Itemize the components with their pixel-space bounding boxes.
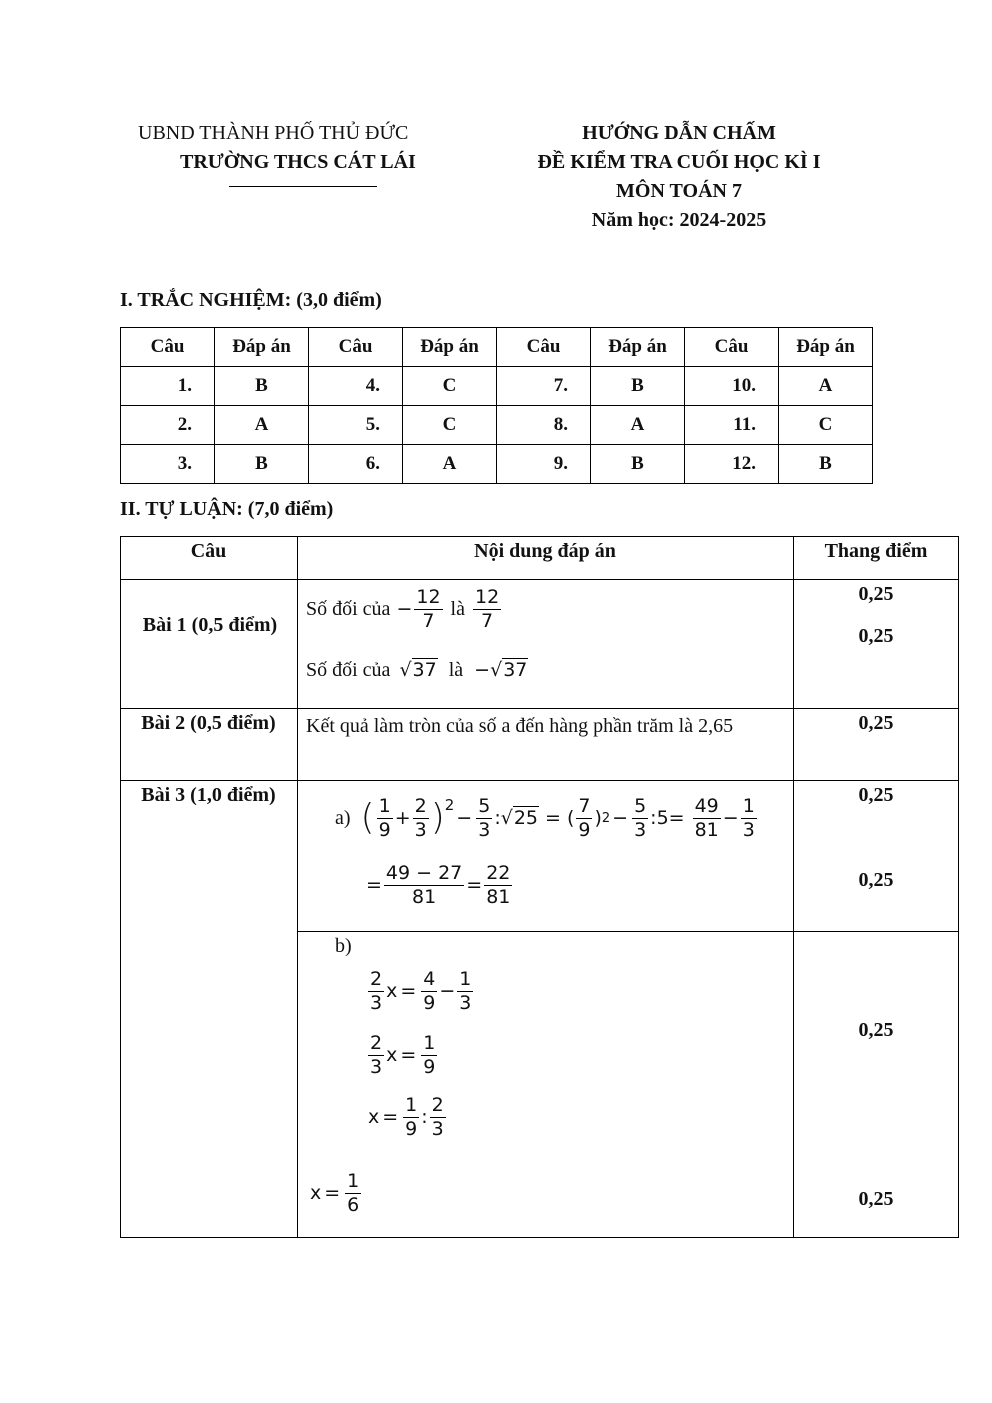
bai3-label: Bài 3 (1,0 điểm) [141,784,276,806]
bai1-line1 [306,583,503,635]
paren-close: ) [430,797,445,838]
bai1-line1-prefix: Số đối của [306,597,391,620]
question-number: 7. [497,367,591,406]
bai2-text: Kết quả làm tròn của số a đến hàng phần trăm là 2,65 [306,715,734,737]
answer-value: B [779,445,873,484]
row-divider [120,780,959,781]
school-name: TRƯỜNG THCS CÁT LÁI [180,151,416,173]
question-number: 4. [309,367,403,406]
col-header-answer: Đáp án [215,328,309,367]
school-year: Năm học: 2024-2025 [591,209,767,231]
col-header-score: Thang điểm [824,540,928,562]
sqrt-expression: √25 [500,807,539,829]
table-row [121,367,873,406]
score-value: 0,25 [858,712,894,734]
score-value: 0,25 [858,784,894,806]
doc-subtitle: ĐỀ KIỂM TRA CUỐI HỌC KÌ I [537,151,821,173]
question-number: 1. [121,367,215,406]
bai1-label: Bài 1 (0,5 điểm) [142,614,278,636]
question-number: 9. [497,445,591,484]
answer-value: C [779,406,873,445]
col-header-question: Câu [190,540,227,562]
fraction: $\frac{49 - 27}{81}$ [385,861,463,908]
fraction-denominator: 7 [422,609,435,632]
fraction-denominator: 7 [481,609,494,632]
table-header-row [121,328,873,367]
score-value: 0,25 [858,1188,894,1210]
bai3a-line1 [335,782,759,854]
score-value: 0,25 [858,869,894,891]
expression-a: ( $\frac{1}{9}$ + $\frac{2}{3}$ ) 2 − $\frac{5}{3}$ : √25 = ( $\frac{7}{9}$ ) 2 − $\frac{5}{3}$ :5= $\frac{49}{81}$ − $\frac{1}{3}$ [360,794,755,841]
bai3b-line3: x = $\frac{1}{9}$ : $\frac{2}{3}$ [368,1093,444,1140]
fraction: $\frac{1}{3}$ [742,794,755,841]
minus-sign: − [396,598,413,620]
answer-value: A [591,406,685,445]
radicand: 37 [412,659,437,681]
bai2-label: Bài 2 (0,5 điểm) [141,712,276,734]
sqrt-expression: √37 [399,659,437,681]
answer-value: B [591,445,685,484]
column-divider [297,536,298,1238]
score-value: 0,25 [858,625,894,647]
fraction-numerator: 12 [416,585,441,608]
fraction-neg [414,587,442,632]
answer-value: A [779,367,873,406]
section-essay-title: II. TỰ LUẬN: (7,0 điểm) [120,498,334,520]
row-divider [297,931,959,932]
question-number: 12. [685,445,779,484]
fraction-pos [473,587,501,632]
score-value: 0,25 [858,583,894,605]
fraction-numerator: 12 [474,585,500,608]
bai1-line2-mid: là [448,659,464,681]
answer-value: A [215,406,309,445]
answer-value: C [403,367,497,406]
multiple-choice-table [120,327,873,484]
question-number: 10. [685,367,779,406]
col-header-question: Câu [685,328,779,367]
question-number: 8. [497,406,591,445]
answer-value: B [215,367,309,406]
bai3b-line1: $\frac{2}{3}$ x = $\frac{4}{9}$ − $\frac{1}{3}$ [370,967,472,1014]
neg-sqrt-expression: −√37 [474,659,528,681]
question-number: 6. [309,445,403,484]
fraction: $\frac{49}{81}$ [694,794,719,841]
fraction: $\frac{5}{3}$ [634,794,647,841]
col-header-answer: Đáp án [779,328,873,367]
fraction: $\frac{1}{9}$ [378,794,391,841]
table-row [121,406,873,445]
answer-value: A [403,445,497,484]
col-header-answer: Đáp án [591,328,685,367]
subject-name: MÔN TOÁN 7 [616,180,742,202]
answer-value: C [403,406,497,445]
score-value: 0,25 [858,1019,894,1041]
row-divider [120,708,959,709]
question-number: 11. [685,406,779,445]
bai3a-line2: = $\frac{49 - 27}{81}$ = $\frac{22}{81}$ [366,861,511,908]
question-number: 5. [309,406,403,445]
doc-title: HƯỚNG DẪN CHẤM [582,122,776,144]
fraction: $\frac{2}{3}$ [414,794,427,841]
part-b-label: b) [335,935,352,957]
col-header-answer: Đáp án [403,328,497,367]
radicand: 37 [503,659,528,681]
question-number: 2. [121,406,215,445]
bai3b-line4: x = $\frac{1}{6}$ [310,1169,360,1216]
section-multiple-choice-title: I. TRẮC NGHIỆM: (3,0 điểm) [120,289,382,311]
fraction: $\frac{22}{81}$ [486,861,511,908]
bai1-line1-mid: là [450,597,465,620]
bai3b-line2: $\frac{2}{3}$ x = $\frac{1}{9}$ [370,1031,436,1078]
col-header-question: Câu [121,328,215,367]
department-name: UBND THÀNH PHỐ THỦ ĐỨC [138,122,409,144]
col-header-content: Nội dung đáp án [474,540,616,562]
answer-value: B [215,445,309,484]
fraction: $\frac{5}{3}$ [478,794,491,841]
question-number: 3. [121,445,215,484]
answer-value: B [591,367,685,406]
col-header-question: Câu [309,328,403,367]
bai1-line2-prefix: Số đối của [306,659,391,681]
part-a-label: a) [335,806,351,829]
bai1-line2 [306,659,528,682]
header-underline [229,186,377,187]
row-divider [120,579,959,580]
fraction: $\frac{7}{9}$ [578,794,591,841]
col-header-question: Câu [497,328,591,367]
table-row [121,445,873,484]
paren-open: ( [360,797,375,838]
exponent: 2 [444,795,455,814]
